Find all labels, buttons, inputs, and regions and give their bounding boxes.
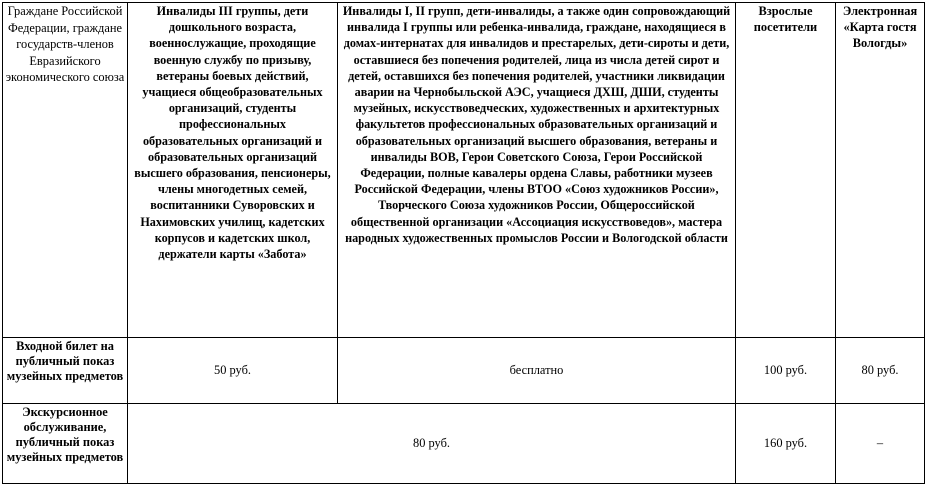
price-free-entry: бесплатно bbox=[338, 338, 736, 404]
price-table bbox=[2, 2, 925, 484]
price-card-entry: 80 руб. bbox=[836, 338, 925, 404]
row-label-excursion: Экскурсионное обслуживание, публичный показ музейных предметов bbox=[3, 404, 128, 484]
table-row bbox=[3, 338, 925, 404]
row-label-entry-ticket: Входной билет на публичный показ музейных предметов bbox=[3, 338, 128, 404]
price-adult-entry: 100 руб. bbox=[736, 338, 836, 404]
header-adult-visitors: Взрослые посетители bbox=[736, 3, 836, 338]
price-discount-entry: 50 руб. bbox=[128, 338, 338, 404]
header-free-category: Инвалиды I, II групп, дети-инвалиды, а также один сопровождающий инвалида I группы или ребенка-инвалида, граждане, находящиеся в домах-интернатах для инвалидов и престарелых, дети-сироты и дети, оставшиеся без попечения родителей, лица из числа детей сирот и детей, оставшихся без попечения родителей, участники ликвидации аварии на Чернобыльской АЭС, учащиеся ДХШ, ДШИ, студенты музейных, искусствоведческих, художественных и архитектурных факультетов профессиональных образовательных организаций и образовательных организаций высшего образования, ветераны и инвалиды ВОВ, Герои Советского Союза, Герои Российской Федерации, полные кавалеры ордена Славы, работники музеев Российской Федерации, члены ВТОО «Союз художников России», Творческого Союза художников России, Общероссийской общественной организации «Ассоциация искусствоведов», мастера народных художественных промыслов России и Вологодской области bbox=[338, 3, 736, 338]
header-citizens: Граждане Российской Федерации, граждане государств-членов Евразийского экономического союза bbox=[3, 3, 128, 338]
header-discount-category: Инвалиды III группы, дети дошкольного возраста, военнослужащие, проходящие военную службу по призыву, ветераны боевых действий, учащиеся общеобразовательных организаций, студенты профессиональных образовательных организаций и образовательных организаций высшего образования, пенсионеры, члены многодетных семей, воспитанники Суворовских и Нахимовских училищ, кадетских корпусов и кадетских школ, держатели карты «Забота» bbox=[128, 3, 338, 338]
header-row bbox=[3, 3, 925, 338]
table-row bbox=[3, 404, 925, 484]
price-card-excursion: – bbox=[836, 404, 925, 484]
price-reduced-excursion: 80 руб. bbox=[128, 404, 736, 484]
price-adult-excursion: 160 руб. bbox=[736, 404, 836, 484]
header-guest-card: Электронная «Карта гостя Вологды» bbox=[836, 3, 925, 338]
